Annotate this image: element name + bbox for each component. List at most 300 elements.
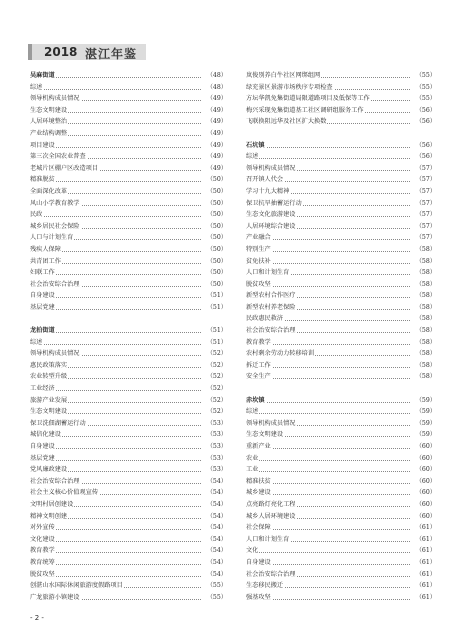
toc-entry-title: 领导机构成员情况 <box>30 93 81 105</box>
toc-entry[interactable] <box>246 522 436 534</box>
section-spacer <box>246 128 436 140</box>
toc-page-number: （58） <box>416 371 436 383</box>
toc-page-number: （58） <box>416 313 436 325</box>
toc-entry[interactable] <box>30 302 227 314</box>
dot-leader <box>32 448 201 449</box>
toc-entry-title: 教育统筹 <box>30 557 56 569</box>
toc-entry-title: 点亮路灯亮化工程 <box>246 499 297 511</box>
toc-entry-title: 领导机构成员情况 <box>246 163 297 175</box>
toc-page-number: （51） <box>207 325 227 337</box>
dot-leader <box>32 332 201 333</box>
dot-leader <box>248 158 410 159</box>
toc-entry[interactable] <box>30 580 227 592</box>
toc-entry-title: 召开镇人代会 <box>246 174 284 186</box>
toc-entry[interactable] <box>30 337 227 349</box>
dot-leader <box>248 529 410 530</box>
toc-entry-title: 产业融合 <box>246 232 272 244</box>
toc-entry-title: 生态文明建设 <box>30 406 68 418</box>
toc-entry[interactable] <box>246 569 436 581</box>
toc-page-number: （57） <box>416 232 436 244</box>
dot-leader <box>32 181 201 182</box>
toc-page-number: （54） <box>207 499 227 511</box>
toc-entry-title: 梅兴采现免集街道基工社区调研组服务工作 <box>246 105 365 117</box>
toc-page-number: （58） <box>416 244 436 256</box>
toc-page-number: （54） <box>207 545 227 557</box>
toc-entry[interactable] <box>30 290 227 302</box>
toc-right-column <box>246 70 436 603</box>
toc-entry[interactable] <box>30 221 227 233</box>
toc-entry[interactable] <box>246 70 436 82</box>
toc-page-number: （54） <box>207 522 227 534</box>
toc-entry[interactable] <box>246 244 436 256</box>
toc-entry[interactable] <box>246 545 436 557</box>
toc-page-number: （55） <box>416 82 436 94</box>
toc-entry[interactable] <box>246 163 436 175</box>
toc-entry-title: 贫免扶补 <box>246 256 272 268</box>
toc-entry[interactable] <box>30 93 227 105</box>
toc-entry-title: 人居环境综合建设 <box>246 221 297 233</box>
toc-entry-title: 精准扶贫 <box>246 476 272 488</box>
section-spacer <box>30 313 227 325</box>
toc-entry[interactable] <box>30 418 227 430</box>
toc-entry-title: 新型农村合作医疗 <box>246 290 297 302</box>
toc-page-number: （50） <box>207 256 227 268</box>
dot-leader <box>32 390 201 391</box>
dot-leader <box>248 448 410 449</box>
toc-entry-title: 领导机构成员情况 <box>246 418 297 430</box>
toc-entry-title: 风山小学教育教学 <box>30 198 81 210</box>
toc-page-number: （49） <box>207 116 227 128</box>
toc-entry-title: 综述 <box>246 406 259 418</box>
toc-entry[interactable] <box>30 441 227 453</box>
toc-entry-title: 吴麻街道 <box>30 70 56 82</box>
toc-page-number: （54） <box>207 476 227 488</box>
toc-entry[interactable] <box>246 267 436 279</box>
toc-entry[interactable] <box>30 464 227 476</box>
toc-entry[interactable] <box>246 174 436 186</box>
toc-page-number: （58） <box>416 256 436 268</box>
toc-entry[interactable] <box>246 279 436 291</box>
toc-entry-title: 社会治安综合治理 <box>30 476 81 488</box>
toc-page-number: （60） <box>416 511 436 523</box>
toc-page-number: （52） <box>207 348 227 360</box>
toc-entry-title: 自身建设 <box>246 557 272 569</box>
toc-page-number: （61） <box>416 534 436 546</box>
dot-leader <box>248 263 410 264</box>
toc-entry-title: 生态文化旅游建设 <box>246 209 297 221</box>
toc-entry-title: 全面深化改革 <box>30 186 68 198</box>
toc-page-number: （60） <box>416 464 436 476</box>
toc-page-number: （50） <box>207 209 227 221</box>
dot-leader <box>248 552 410 553</box>
dot-leader <box>248 471 410 472</box>
dot-leader <box>248 344 410 345</box>
toc-entry-title: 保卫抗旱抽蓄运行动 <box>246 198 303 210</box>
toc-entry-title: 项目建设 <box>30 140 56 152</box>
toc-page-number: （55） <box>207 592 227 604</box>
toc-entry-title: 党风廉政建设 <box>30 464 68 476</box>
toc-entry[interactable] <box>246 360 436 372</box>
toc-entry-title: 城乡人居环境建设 <box>246 511 297 523</box>
toc-page-number: （58） <box>416 279 436 291</box>
toc-entry-title: 工业经济 <box>30 383 56 395</box>
dot-leader <box>32 77 201 78</box>
dot-leader <box>32 344 201 345</box>
dot-leader <box>32 216 201 217</box>
toc-entry[interactable] <box>30 267 227 279</box>
toc-page-number: （61） <box>416 522 436 534</box>
toc-entry-title: 共青团工作 <box>30 256 62 268</box>
dot-leader <box>248 286 410 287</box>
toc-entry-title: 社会保障 <box>246 522 272 534</box>
toc-entry[interactable] <box>246 302 436 314</box>
toc-page-number: （50） <box>207 244 227 256</box>
dot-leader <box>32 89 201 90</box>
toc-entry[interactable] <box>246 429 436 441</box>
toc-entry[interactable] <box>30 198 227 210</box>
toc-entry[interactable] <box>30 174 227 186</box>
toc-entry[interactable] <box>246 487 436 499</box>
toc-entry[interactable] <box>30 569 227 581</box>
toc-entry-title: 综述 <box>30 337 43 349</box>
toc-entry[interactable] <box>30 406 227 418</box>
toc-entry-title: 城乡建设 <box>246 487 272 499</box>
toc-entry[interactable] <box>246 186 436 198</box>
toc-page-number: （59） <box>416 395 436 407</box>
toc-entry-title: 第三次全国农业普查 <box>30 151 87 163</box>
toc-page-number: （61） <box>416 580 436 592</box>
toc-page-number: （55） <box>416 93 436 105</box>
toc-page-number: （49） <box>207 163 227 175</box>
toc-entry[interactable] <box>30 232 227 244</box>
toc-entry-title: 精准脱贫 <box>30 174 56 186</box>
toc-entry-title: 民政 <box>30 209 43 221</box>
toc-section-heading[interactable] <box>246 395 436 407</box>
toc-entry[interactable] <box>30 151 227 163</box>
dot-leader <box>248 564 410 565</box>
dot-leader <box>248 367 410 368</box>
page-number: - 2 - <box>30 614 44 622</box>
toc-entry[interactable] <box>246 198 436 210</box>
toc-page-number: （52） <box>207 395 227 407</box>
toc-section-heading[interactable] <box>30 325 227 337</box>
toc-entry[interactable] <box>246 453 436 465</box>
toc-entry[interactable] <box>246 511 436 523</box>
toc-page-number: （50） <box>207 267 227 279</box>
toc-entry-title: 人口与计划生育 <box>30 232 74 244</box>
toc-page-number: （48） <box>207 82 227 94</box>
dot-leader <box>248 483 410 484</box>
toc-page-number: （51） <box>207 290 227 302</box>
toc-entry[interactable] <box>30 522 227 534</box>
toc-entry[interactable] <box>30 105 227 117</box>
toc-entry-title: 文明村居创建设 <box>30 499 74 511</box>
toc-entry[interactable] <box>246 105 436 117</box>
toc-entry[interactable] <box>246 116 436 128</box>
toc-page-number: （60） <box>416 453 436 465</box>
header-year: 2018 <box>44 45 78 59</box>
toc-page-number: （57） <box>416 174 436 186</box>
toc-entry[interactable] <box>246 348 436 360</box>
toc-page-number: （49） <box>207 151 227 163</box>
toc-entry-title: 生态文明建设 <box>30 105 68 117</box>
toc-entry-title: 社会治安综合治理 <box>246 569 297 581</box>
toc-entry[interactable] <box>246 534 436 546</box>
toc-page-number: （56） <box>416 151 436 163</box>
toc-page-number: （55） <box>207 580 227 592</box>
toc-entry[interactable] <box>30 545 227 557</box>
toc-entry-title: 安全生产 <box>246 371 272 383</box>
toc-entry-title: 产业结构调整 <box>30 128 68 140</box>
toc-page-number: （54） <box>207 534 227 546</box>
dot-leader <box>32 309 201 310</box>
toc-entry-title: 人口和计划生育 <box>246 534 290 546</box>
dot-leader <box>248 460 410 461</box>
toc-page-number: （58） <box>416 267 436 279</box>
toc-entry[interactable] <box>246 557 436 569</box>
toc-page-number: （51） <box>207 302 227 314</box>
dot-leader <box>248 413 410 414</box>
toc-entry[interactable] <box>30 383 227 395</box>
toc-entry[interactable] <box>246 313 436 325</box>
toc-entry[interactable] <box>246 337 436 349</box>
toc-page-number: （55） <box>416 70 436 82</box>
toc-entry[interactable] <box>30 592 227 604</box>
toc-entry-title: 拆迁工作 <box>246 360 272 372</box>
toc-page-number: （56） <box>416 105 436 117</box>
toc-entry[interactable] <box>30 499 227 511</box>
toc-page-number: （53） <box>207 441 227 453</box>
dot-leader <box>32 297 201 298</box>
toc-entry-title: 人居环境整治 <box>30 116 68 128</box>
toc-page-number: （53） <box>207 453 227 465</box>
toc-left-column <box>30 70 227 603</box>
dot-leader <box>248 494 410 495</box>
toc-entry-title: 综述 <box>30 82 43 94</box>
toc-entry-title: 工业 <box>246 464 259 476</box>
toc-page-number: （59） <box>416 418 436 430</box>
toc-page-number: （48） <box>207 70 227 82</box>
toc-entry[interactable] <box>30 487 227 499</box>
toc-page-number: （51） <box>207 337 227 349</box>
toc-entry-title: 学习十九大精神 <box>246 186 290 198</box>
toc-page-number: （60） <box>416 487 436 499</box>
toc-entry[interactable] <box>30 371 227 383</box>
toc-section-heading[interactable] <box>246 140 436 152</box>
toc-entry[interactable] <box>30 557 227 569</box>
toc-entry-title: 领导机构成员情况 <box>30 348 81 360</box>
toc-entry-title: 社会主义核心价值观宣传 <box>30 487 99 499</box>
toc-page-number: （59） <box>416 429 436 441</box>
toc-page-number: （57） <box>416 186 436 198</box>
toc-entry[interactable] <box>30 511 227 523</box>
toc-entry[interactable] <box>246 499 436 511</box>
toc-entry-title: 文化建设 <box>30 534 56 546</box>
toc-page-number: （57） <box>416 209 436 221</box>
toc-page-number: （50） <box>207 186 227 198</box>
toc-entry[interactable] <box>246 209 436 221</box>
toc-entry[interactable] <box>246 464 436 476</box>
toc-page-number: （58） <box>416 325 436 337</box>
toc-entry[interactable] <box>246 325 436 337</box>
toc-page-number: （56） <box>416 140 436 152</box>
toc-entry[interactable] <box>30 128 227 140</box>
toc-entry[interactable] <box>30 244 227 256</box>
toc-entry-title: 教育教学 <box>246 337 272 349</box>
dot-leader <box>32 541 201 542</box>
toc-entry-title: 农村剩余劳动力转移培训 <box>246 348 315 360</box>
toc-entry-title: 教育教学 <box>30 545 56 557</box>
toc-entry[interactable] <box>246 151 436 163</box>
toc-page-number: （49） <box>207 93 227 105</box>
toc-entry-title: 龙拍街道 <box>30 325 56 337</box>
toc-entry[interactable] <box>30 429 227 441</box>
toc-entry-title: 城信化建设 <box>30 429 62 441</box>
toc-page-number: （61） <box>416 557 436 569</box>
toc-page-number: （54） <box>207 487 227 499</box>
toc-entry-title: 广龙旅游小镇建设 <box>30 592 81 604</box>
toc-page-number: （53） <box>207 429 227 441</box>
dot-leader <box>248 402 410 403</box>
toc-page-number: （49） <box>207 105 227 117</box>
toc-entry[interactable] <box>246 441 436 453</box>
section-spacer <box>246 383 436 395</box>
dot-leader <box>32 529 201 530</box>
toc-page-number: （50） <box>207 174 227 186</box>
toc-entry-title: 自身建设 <box>30 290 56 302</box>
toc-page-number: （56） <box>416 116 436 128</box>
dot-leader <box>32 147 201 148</box>
toc-page-number: （50） <box>207 232 227 244</box>
toc-page-number: （57） <box>416 163 436 175</box>
toc-entry[interactable] <box>30 163 227 175</box>
toc-page-number: （54） <box>207 511 227 523</box>
dot-leader <box>32 274 201 275</box>
toc-entry-title: 农业 <box>246 453 259 465</box>
toc-entry-title: 脱贫攻坚 <box>30 569 56 581</box>
toc-entry-title: 残疾人保障 <box>30 244 62 256</box>
toc-entry-title: 自身建设 <box>30 441 56 453</box>
toc-entry-title: 惠民政策落实 <box>30 360 68 372</box>
dot-leader <box>248 599 410 600</box>
toc-page-number: （54） <box>207 569 227 581</box>
toc-entry-title: 飞联换阻远华及社区扩大换数 <box>246 116 327 128</box>
toc-section-heading[interactable] <box>30 70 227 82</box>
toc-entry-title: 文化 <box>246 545 259 557</box>
toc-entry[interactable] <box>30 209 227 221</box>
toc-entry[interactable] <box>30 82 227 94</box>
toc-page-number: （58） <box>416 290 436 302</box>
toc-page-number: （57） <box>416 198 436 210</box>
toc-entry-title: 旅游产业发展 <box>30 395 68 407</box>
toc-entry-title: 精神文明创建 <box>30 511 68 523</box>
toc-entry-title: 城乡居民社会保险 <box>30 221 81 233</box>
toc-page-number: （57） <box>416 221 436 233</box>
toc-entry-title: 特别生产 <box>246 244 272 256</box>
toc-page-number: （52） <box>207 383 227 395</box>
toc-entry[interactable] <box>246 418 436 430</box>
toc-entry[interactable] <box>30 256 227 268</box>
dot-leader <box>248 147 410 148</box>
toc-page-number: （53） <box>207 418 227 430</box>
toc-entry-title: 保卫洗佃湖蓄运行动 <box>30 418 87 430</box>
toc-page-number: （52） <box>207 406 227 418</box>
header-accent-bar <box>28 44 32 60</box>
toc-entry-title: 生态移民搬迁 <box>246 580 284 592</box>
toc-entry-title: 老城片区棚户区改造项目 <box>30 163 99 175</box>
toc-page-number: （53） <box>207 464 227 476</box>
toc-entry[interactable] <box>246 580 436 592</box>
dot-leader <box>248 239 410 240</box>
toc-entry[interactable] <box>30 534 227 546</box>
toc-page-number: （60） <box>416 499 436 511</box>
toc-entry[interactable] <box>30 453 227 465</box>
toc-entry-title: 基层党建 <box>30 302 56 314</box>
toc-entry-title: 生态文明建设 <box>246 429 284 441</box>
toc-entry-title: 石坑镇 <box>246 140 266 152</box>
toc-entry[interactable] <box>30 279 227 291</box>
toc-entry[interactable] <box>30 395 227 407</box>
toc-page-number: （60） <box>416 441 436 453</box>
toc-entry-title: 基层党建 <box>30 453 56 465</box>
toc-entry-title: 赤坎镇 <box>246 395 266 407</box>
toc-entry[interactable] <box>246 476 436 488</box>
toc-entry-title: 绿充景区景游市场秩序专项检查 <box>246 82 334 94</box>
dot-leader <box>248 378 410 379</box>
toc-entry-title: 民政惠民救济 <box>246 313 284 325</box>
dot-leader <box>32 552 201 553</box>
toc-entry[interactable] <box>246 256 436 268</box>
toc-entry-title: 创湛山水国际休闲旅游度假路项目 <box>30 580 124 592</box>
toc-page-number: （50） <box>207 221 227 233</box>
toc-entry[interactable] <box>246 221 436 233</box>
toc-entry[interactable] <box>246 82 436 94</box>
toc-entry[interactable] <box>30 140 227 152</box>
toc-entry[interactable] <box>30 476 227 488</box>
toc-entry[interactable] <box>246 290 436 302</box>
toc-page-number: （49） <box>207 140 227 152</box>
toc-entry-title: 新型农村养老保险 <box>246 302 297 314</box>
toc-page-number: （58） <box>416 337 436 349</box>
toc-entry[interactable] <box>246 93 436 105</box>
toc-page-number: （58） <box>416 302 436 314</box>
toc-page-number: （49） <box>207 128 227 140</box>
toc-page-number: （58） <box>416 360 436 372</box>
toc-entry[interactable] <box>246 232 436 244</box>
toc-entry-title: 岚俊别养白牛社区网绑组网 <box>246 70 321 82</box>
toc-entry-title: 社会治安综合治理 <box>246 325 297 337</box>
toc-entry-title: 人口和计划生育 <box>246 267 290 279</box>
toc-page-number: （54） <box>207 557 227 569</box>
toc-entry[interactable] <box>30 360 227 372</box>
toc-entry[interactable] <box>30 116 227 128</box>
toc-entry[interactable] <box>30 348 227 360</box>
toc-page-number: （52） <box>207 371 227 383</box>
yearbook-header-banner <box>28 44 146 60</box>
toc-entry-title: 社会治安综合治理 <box>30 279 81 291</box>
toc-entry[interactable] <box>246 592 436 604</box>
toc-entry[interactable] <box>246 371 436 383</box>
dot-leader <box>32 564 201 565</box>
toc-entry-title: 农业转型升级 <box>30 371 68 383</box>
toc-entry[interactable] <box>246 406 436 418</box>
toc-entry[interactable] <box>30 186 227 198</box>
toc-page-number: （61） <box>416 592 436 604</box>
toc-page-number: （61） <box>416 569 436 581</box>
dot-leader <box>32 576 201 577</box>
header-title: 湛江年鉴 <box>85 47 138 61</box>
toc-page-number: （61） <box>416 545 436 557</box>
